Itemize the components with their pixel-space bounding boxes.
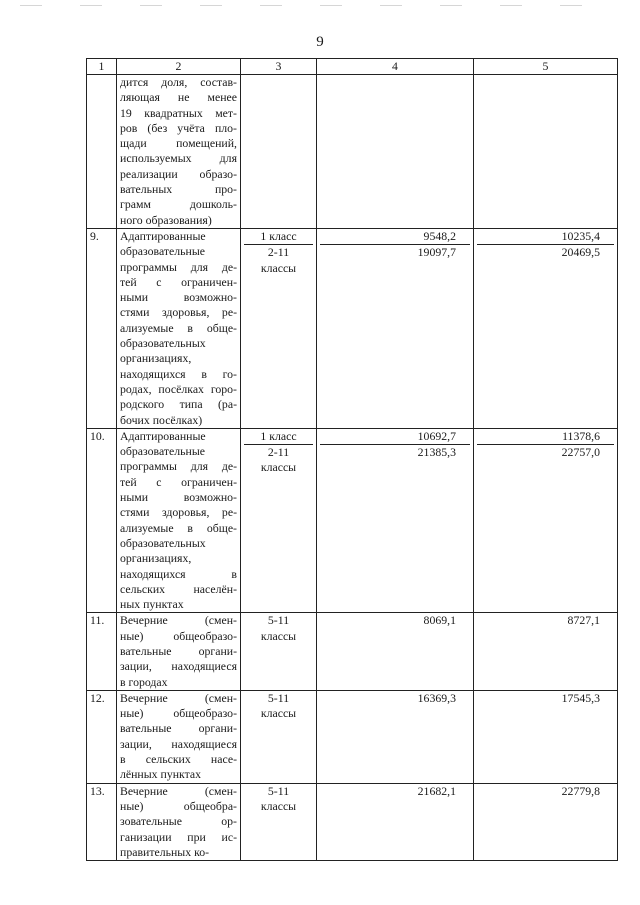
- program-name-line: тей с ограничен-: [120, 474, 237, 489]
- program-name-line: образовательные: [120, 244, 206, 259]
- table-row: [87, 690, 618, 783]
- class-range-text: 1 класс: [244, 229, 313, 245]
- class-range: [241, 613, 317, 690]
- program-name-line: правительных ко-: [120, 844, 210, 859]
- header-cell-1: 1: [87, 59, 117, 75]
- table-body: [87, 75, 618, 861]
- program-name-line: ные) общеобра-: [120, 798, 237, 813]
- class-range-text: классы: [260, 460, 297, 475]
- program-name-line: зовательные ор-: [120, 814, 237, 829]
- value-col5: [474, 613, 618, 690]
- tariff-table: [86, 58, 618, 861]
- program-name: [117, 228, 241, 428]
- program-name-line: дится доля, состав-: [120, 75, 237, 89]
- value-amount: 10235,4: [477, 229, 614, 245]
- program-name-line: Адаптированные: [120, 428, 206, 443]
- program-name-line: ными возможно-: [120, 490, 237, 505]
- program-name-line: в городах: [120, 674, 168, 689]
- scan-artifact-line: [20, 5, 620, 6]
- header-cell-4: 4: [317, 59, 474, 75]
- program-name-line: ализуемые в обще-: [120, 320, 237, 335]
- program-name-line: стями здоровья, ре-: [120, 505, 237, 520]
- program-name-line: в сельских насе-: [120, 752, 237, 767]
- value-amount: 22757,0: [561, 445, 600, 460]
- value-amount: 19097,7: [417, 245, 456, 260]
- value-col4: [317, 690, 474, 783]
- class-range-text: 1 класс: [244, 429, 313, 445]
- table-row: [87, 428, 618, 613]
- class-range: [241, 690, 317, 783]
- program-name-line: вательные органи-: [120, 643, 237, 658]
- program-name-line: находящихся в: [120, 566, 237, 581]
- program-name-line: тей с ограничен-: [120, 274, 237, 289]
- table-row: [87, 783, 618, 860]
- program-name-line: образовательных: [120, 336, 206, 351]
- program-name-line: щади помещений,: [120, 136, 237, 151]
- row-number: 9.: [87, 228, 117, 428]
- value-amount: 20469,5: [561, 245, 600, 260]
- row-number: 10.: [87, 428, 117, 613]
- program-name-line: вательные органи-: [120, 721, 237, 736]
- value-col5: [474, 428, 618, 613]
- program-name-line: реализации образо-: [120, 166, 237, 181]
- row-number: 12.: [87, 690, 117, 783]
- program-name-line: зации, находящиеся: [120, 659, 237, 674]
- program-name-line: бочих посёлках): [120, 412, 203, 427]
- program-name: [117, 75, 241, 229]
- row-number: 13.: [87, 783, 117, 860]
- program-name: [117, 428, 241, 613]
- program-name-line: Вечерние (смен-: [120, 690, 237, 705]
- program-name-line: Вечерние (смен-: [120, 613, 237, 628]
- header-cell-5: 5: [474, 59, 618, 75]
- class-range-text: 2-11: [267, 445, 290, 460]
- table-row: [87, 228, 618, 428]
- program-name-line: лённых пунктах: [120, 767, 202, 782]
- program-name-line: образовательных: [120, 535, 206, 550]
- row-number: [87, 75, 117, 229]
- program-name-line: Адаптированные: [120, 228, 206, 243]
- program-name-line: грамм дошколь-: [120, 197, 237, 212]
- program-name-line: Вечерние (смен-: [120, 783, 237, 798]
- value-col5: [474, 228, 618, 428]
- class-range: [241, 783, 317, 860]
- program-name-line: стями здоровья, ре-: [120, 305, 237, 320]
- program-name-line: сельских населён-: [120, 581, 237, 596]
- program-name-line: ными возможно-: [120, 290, 237, 305]
- program-name-line: используемых для: [120, 151, 237, 166]
- program-name: [117, 613, 241, 690]
- program-name-line: вательных про-: [120, 182, 237, 197]
- program-name-line: ного образования): [120, 212, 212, 227]
- value-col4: [317, 428, 474, 613]
- program-name-line: находящихся в го-: [120, 366, 237, 381]
- program-name-line: организациях,: [120, 351, 192, 366]
- class-range-text: 5-11: [267, 690, 290, 705]
- class-range-text: классы: [260, 260, 297, 275]
- header-cell-2: 2: [117, 59, 241, 75]
- value-col5: [474, 783, 618, 860]
- value-col5: [474, 690, 618, 783]
- program-name-line: ров (без учёта пло-: [120, 120, 237, 135]
- program-name-line: образовательные: [120, 444, 206, 459]
- page-number: 9: [316, 34, 324, 50]
- class-range-text: 5-11: [267, 783, 290, 798]
- value-amount: 22779,8: [561, 783, 600, 798]
- program-name-line: ных пунктах: [120, 597, 184, 612]
- header-cell-3: 3: [241, 59, 317, 75]
- class-range: [241, 75, 317, 229]
- program-name-line: ные) общеобразо-: [120, 706, 237, 721]
- value-amount: 8727,1: [567, 613, 600, 628]
- program-name-line: программы для де-: [120, 459, 237, 474]
- program-name-line: ганизации при ис-: [120, 829, 237, 844]
- value-col4: [317, 228, 474, 428]
- class-range-text: классы: [260, 798, 297, 813]
- program-name-line: родского типа (ра-: [120, 397, 237, 412]
- program-name-line: программы для де-: [120, 259, 237, 274]
- program-name-line: ные) общеобразо-: [120, 628, 237, 643]
- header-row: [87, 59, 618, 75]
- value-amount: 21385,3: [417, 445, 456, 460]
- program-name-line: родах, посёлках горо-: [120, 381, 237, 396]
- class-range-text: 5-11: [267, 613, 290, 628]
- class-range-text: 2-11: [267, 245, 290, 260]
- class-range: [241, 428, 317, 613]
- value-amount: 17545,3: [561, 690, 600, 705]
- value-col4: [317, 783, 474, 860]
- program-name-line: организациях,: [120, 551, 192, 566]
- value-amount: 11378,6: [477, 429, 614, 445]
- value-col4: [317, 613, 474, 690]
- program-name-line: зации, находящиеся: [120, 736, 237, 751]
- value-amount: 8069,1: [423, 613, 456, 628]
- value-amount: 9548,2: [320, 229, 470, 245]
- program-name: [117, 783, 241, 860]
- row-number: 11.: [87, 613, 117, 690]
- program-name: [117, 690, 241, 783]
- program-name-line: 19 квадратных мет-: [120, 105, 237, 120]
- table-row: [87, 75, 618, 229]
- class-range: [241, 228, 317, 428]
- class-range-text: классы: [260, 628, 297, 643]
- value-col5: [474, 75, 618, 229]
- value-amount: 10692,7: [320, 429, 470, 445]
- value-amount: 16369,3: [417, 690, 456, 705]
- class-range-text: классы: [260, 706, 297, 721]
- program-name-line: ляющая не менее: [120, 90, 237, 105]
- table-row: [87, 613, 618, 690]
- program-name-line: ализуемые в обще-: [120, 520, 237, 535]
- value-col4: [317, 75, 474, 229]
- value-amount: 21682,1: [417, 783, 456, 798]
